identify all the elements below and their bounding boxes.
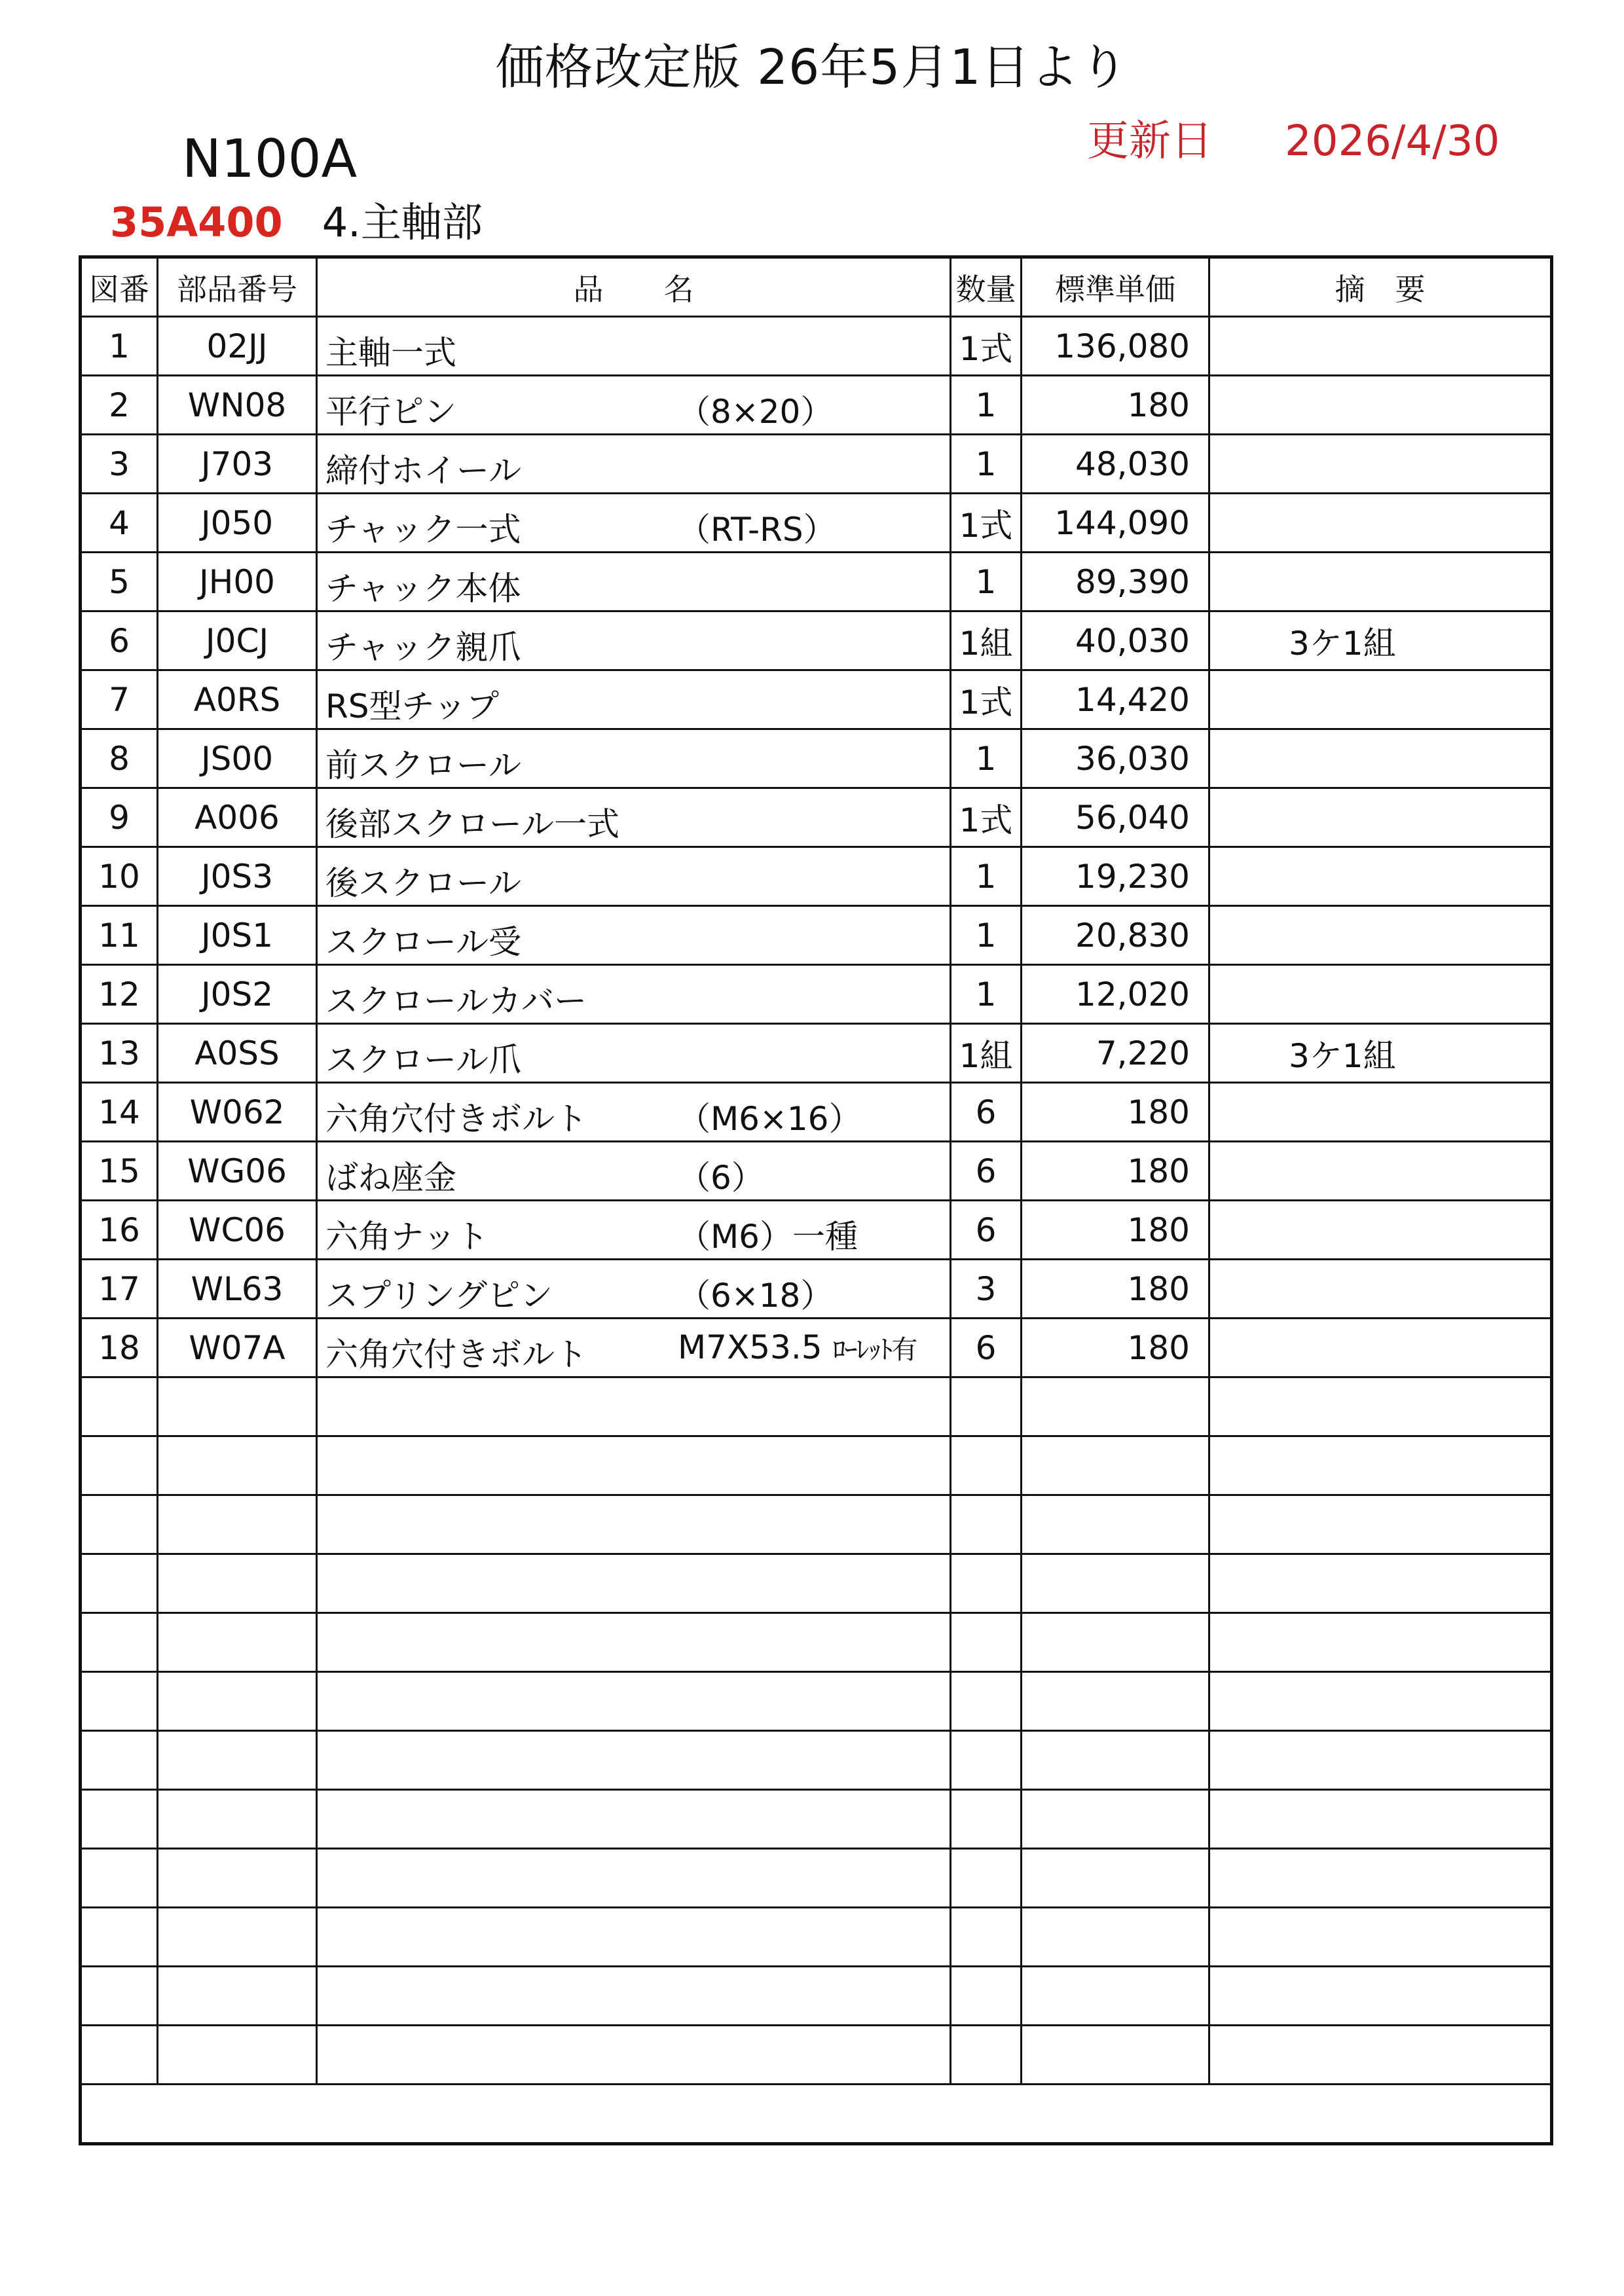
cell-qty: 6: [951, 1201, 1022, 1260]
cell-remarks: [1209, 1377, 1552, 1436]
part-name: 前スクロール: [325, 746, 521, 784]
cell-part-no: W07A: [158, 1319, 317, 1377]
cell-price: 14,420: [1022, 670, 1209, 729]
cell-name: [317, 553, 951, 611]
cell-remarks: [1209, 1201, 1552, 1260]
updated-label: 更新日: [1087, 117, 1213, 166]
name-wrap: [318, 789, 950, 846]
cell-no: [81, 1967, 158, 2026]
cell-qty: 1: [951, 553, 1022, 611]
table-row: [81, 1201, 1552, 1260]
empty-table-row: [81, 1849, 1552, 1908]
cell-remarks: [1209, 670, 1552, 729]
name-wrap: [318, 318, 950, 374]
cell-price: 19,230: [1022, 847, 1209, 906]
cell-price: [1022, 1672, 1209, 1731]
cell-name: [317, 2026, 951, 2085]
part-spec-main: （6）: [678, 1159, 764, 1197]
name-wrap: [318, 612, 950, 669]
cell-remarks: [1209, 1849, 1552, 1908]
table-body: [81, 317, 1552, 2144]
cell-qty: [951, 1908, 1022, 1967]
part-spec: [678, 386, 833, 433]
cell-no: 17: [81, 1260, 158, 1319]
updated-date: 2026/4/30: [1285, 117, 1500, 166]
cell-price: [1022, 1495, 1209, 1554]
cell-qty: [951, 1495, 1022, 1554]
cell-price: [1022, 1731, 1209, 1790]
cell-part-no: [158, 1731, 317, 1790]
model-name: N100A: [182, 128, 358, 189]
cell-price: [1022, 1436, 1209, 1495]
cell-qty: 1: [951, 435, 1022, 494]
cell-part-no: JH00: [158, 553, 317, 611]
cell-price: 180: [1022, 1260, 1209, 1319]
cell-qty: [951, 1967, 1022, 2026]
cell-remarks: [1209, 1613, 1552, 1672]
cell-part-no: [158, 1790, 317, 1849]
part-name: スクロール受: [325, 923, 521, 961]
cell-qty: [951, 1672, 1022, 1731]
cell-name: [317, 1319, 951, 1377]
name-wrap: [318, 1084, 950, 1140]
cell-price: [1022, 1613, 1209, 1672]
cell-part-no: WC06: [158, 1201, 317, 1260]
cell-no: 15: [81, 1142, 158, 1201]
cell-qty: 1: [951, 376, 1022, 435]
part-name: チャック一式: [325, 511, 521, 549]
part-name: 後部スクロール一式: [325, 805, 619, 843]
cell-part-no: J0S1: [158, 906, 317, 965]
table-row: [81, 1260, 1552, 1319]
cell-no: 16: [81, 1201, 158, 1260]
cell-no: 1: [81, 317, 158, 376]
cell-no: 2: [81, 376, 158, 435]
cell-name: [317, 1613, 951, 1672]
cell-no: 13: [81, 1024, 158, 1083]
cell-part-no: [158, 1967, 317, 2026]
cell-part-no: J703: [158, 435, 317, 494]
cell-remarks: 3ケ1組: [1209, 611, 1552, 670]
cell-part-no: 02JJ: [158, 317, 317, 376]
cell-name: [317, 611, 951, 670]
header-price: 標準単価: [1022, 257, 1209, 317]
cell-name: [317, 1967, 951, 2026]
cell-price: 180: [1022, 1083, 1209, 1142]
cell-remarks: [1209, 729, 1552, 788]
cell-remarks: [1209, 1790, 1552, 1849]
cell-remarks: [1209, 1260, 1552, 1319]
name-wrap: [318, 671, 950, 728]
cell-no: [81, 1377, 158, 1436]
part-spec-main: M7X53.5: [678, 1328, 833, 1366]
page-title: 価格改定版 26年5月1日より: [495, 39, 1129, 96]
cell-remarks: [1209, 1436, 1552, 1495]
cell-name: [317, 1201, 951, 1260]
cell-no: [81, 1495, 158, 1554]
cell-name: [317, 1672, 951, 1731]
cell-qty: [951, 1731, 1022, 1790]
cell-part-no: A0RS: [158, 670, 317, 729]
empty-table-row: [81, 1613, 1552, 1672]
table-row: [81, 376, 1552, 435]
cell-price: [1022, 1849, 1209, 1908]
cell-qty: 3: [951, 1260, 1022, 1319]
cell-no: 8: [81, 729, 158, 788]
empty-table-row: [81, 1967, 1552, 2026]
cell-no: 4: [81, 494, 158, 553]
part-name: 主軸一式: [325, 334, 456, 372]
part-spec-main: （M6）一種: [678, 1218, 858, 1256]
cell-price: 180: [1022, 1201, 1209, 1260]
cell-qty: 1: [951, 965, 1022, 1024]
cell-no: [81, 2026, 158, 2085]
part-name: 後スクロール: [325, 864, 521, 902]
header-no: 図番: [81, 257, 158, 317]
header-remarks: 摘 要: [1209, 257, 1552, 317]
part-name: スクロール爪: [325, 1041, 521, 1079]
cell-remarks: [1209, 494, 1552, 553]
table-row: [81, 965, 1552, 1024]
part-name: 六角穴付きボルト: [325, 1100, 587, 1138]
cell-remarks: [1209, 906, 1552, 965]
part-spec: [678, 1328, 916, 1366]
empty-table-row: [81, 1731, 1552, 1790]
cell-part-no: WG06: [158, 1142, 317, 1201]
cell-qty: 1組: [951, 1024, 1022, 1083]
cell-qty: 1: [951, 906, 1022, 965]
cell-no: 11: [81, 906, 158, 965]
cell-remarks: [1209, 1495, 1552, 1554]
cell-remarks: [1209, 2026, 1552, 2085]
table-row: [81, 611, 1552, 670]
name-wrap: [318, 730, 950, 787]
footer-row: [81, 2085, 1552, 2144]
cell-price: 36,030: [1022, 729, 1209, 788]
cell-no: 12: [81, 965, 158, 1024]
name-wrap: [318, 848, 950, 905]
empty-table-row: [81, 1908, 1552, 1967]
cell-remarks: [1209, 1672, 1552, 1731]
cell-price: 180: [1022, 1142, 1209, 1201]
name-wrap: [318, 1201, 950, 1258]
cell-price: [1022, 2026, 1209, 2085]
cell-price: 40,030: [1022, 611, 1209, 670]
cell-remarks: [1209, 965, 1552, 1024]
cell-qty: [951, 1849, 1022, 1908]
cell-no: [81, 1731, 158, 1790]
cell-name: [317, 376, 951, 435]
table-row: [81, 1319, 1552, 1377]
cell-remarks: [1209, 553, 1552, 611]
cell-part-no: WN08: [158, 376, 317, 435]
header-qty: 数量: [951, 257, 1022, 317]
cell-price: [1022, 1967, 1209, 2026]
cell-remarks: [1209, 1083, 1552, 1142]
updated-info: [1087, 109, 1500, 174]
name-wrap: [318, 376, 950, 433]
cell-no: 9: [81, 788, 158, 847]
cell-name: [317, 1790, 951, 1849]
table-row: [81, 1083, 1552, 1142]
cell-part-no: [158, 1908, 317, 1967]
cell-remarks: [1209, 1731, 1552, 1790]
part-name: スプリングピン: [325, 1277, 553, 1315]
table-row: [81, 1142, 1552, 1201]
cell-no: [81, 1849, 158, 1908]
cell-part-no: A006: [158, 788, 317, 847]
cell-price: [1022, 1790, 1209, 1849]
cell-part-no: [158, 1613, 317, 1672]
cell-name: [317, 1731, 951, 1790]
cell-price: 180: [1022, 1319, 1209, 1377]
cell-price: [1022, 1377, 1209, 1436]
part-name: チャック親爪: [325, 629, 521, 666]
empty-table-row: [81, 1672, 1552, 1731]
table-row: [81, 729, 1552, 788]
part-spec-main: （M6×16）: [678, 1100, 862, 1138]
part-spec: [678, 1269, 833, 1317]
cell-name: [317, 1908, 951, 1967]
cell-remarks: [1209, 847, 1552, 906]
part-name: ばね座金: [325, 1159, 456, 1197]
part-name: 締付ホイール: [325, 452, 521, 490]
table-row: [81, 906, 1552, 965]
cell-name: [317, 1142, 951, 1201]
part-spec: [678, 1093, 861, 1140]
cell-qty: 6: [951, 1319, 1022, 1377]
section-heading: [110, 190, 483, 255]
cell-no: 6: [81, 611, 158, 670]
part-spec-note: ﾛｰﾚｯﾄ有: [832, 1335, 917, 1365]
name-wrap: [318, 553, 950, 610]
cell-price: 56,040: [1022, 788, 1209, 847]
cell-price: [1022, 1554, 1209, 1613]
cell-name: [317, 729, 951, 788]
cell-no: 18: [81, 1319, 158, 1377]
cell-price: 12,020: [1022, 965, 1209, 1024]
cell-name: [317, 1377, 951, 1436]
cell-remarks: [1209, 1908, 1552, 1967]
empty-table-row: [81, 1554, 1552, 1613]
part-spec-main: （8×20）: [678, 393, 834, 431]
cell-price: 180: [1022, 376, 1209, 435]
cell-part-no: [158, 1554, 317, 1613]
cell-qty: 1: [951, 847, 1022, 906]
cell-price: 89,390: [1022, 553, 1209, 611]
cell-part-no: [158, 1849, 317, 1908]
cell-qty: 1式: [951, 670, 1022, 729]
table-row: [81, 670, 1552, 729]
cell-no: 7: [81, 670, 158, 729]
part-name: 六角ナット: [325, 1218, 489, 1256]
empty-table-row: [81, 1377, 1552, 1436]
cell-no: 5: [81, 553, 158, 611]
cell-part-no: [158, 1495, 317, 1554]
cell-price: 144,090: [1022, 494, 1209, 553]
name-wrap: [318, 494, 950, 551]
cell-part-no: JS00: [158, 729, 317, 788]
cell-part-no: A0SS: [158, 1024, 317, 1083]
part-spec-main: （6×18）: [678, 1277, 834, 1315]
cell-name: [317, 435, 951, 494]
part-name: 平行ピン: [325, 393, 456, 431]
table-row: [81, 435, 1552, 494]
cell-part-no: J0S3: [158, 847, 317, 906]
cell-name: [317, 847, 951, 906]
part-spec: [678, 1211, 858, 1258]
cell-name: [317, 1083, 951, 1142]
table-row: [81, 494, 1552, 553]
header-part-no: 部品番号: [158, 257, 317, 317]
cell-remarks: [1209, 1967, 1552, 2026]
cell-part-no: J050: [158, 494, 317, 553]
name-wrap: [318, 966, 950, 1023]
cell-qty: [951, 1613, 1022, 1672]
footer-cell: [81, 2085, 1552, 2144]
cell-part-no: [158, 1672, 317, 1731]
name-wrap: [318, 435, 950, 492]
table-row: [81, 1024, 1552, 1083]
name-wrap: [318, 1260, 950, 1317]
cell-no: [81, 1790, 158, 1849]
cell-price: 20,830: [1022, 906, 1209, 965]
cell-no: [81, 1908, 158, 1967]
empty-table-row: [81, 2026, 1552, 2085]
empty-table-row: [81, 1436, 1552, 1495]
table-row: [81, 847, 1552, 906]
part-spec: [678, 1152, 764, 1199]
cell-name: [317, 1436, 951, 1495]
cell-no: 14: [81, 1083, 158, 1142]
header-name: 品 名: [317, 257, 951, 317]
cell-part-no: J0CJ: [158, 611, 317, 670]
part-name: 六角穴付きボルト: [325, 1336, 587, 1374]
cell-part-no: [158, 1436, 317, 1495]
name-wrap: [318, 1142, 950, 1199]
cell-name: [317, 1260, 951, 1319]
table-header-row: [81, 257, 1552, 317]
cell-qty: 6: [951, 1083, 1022, 1142]
cell-qty: [951, 1377, 1022, 1436]
name-wrap: [318, 1025, 950, 1082]
cell-no: [81, 1554, 158, 1613]
cell-part-no: W062: [158, 1083, 317, 1142]
cell-no: 10: [81, 847, 158, 906]
cell-price: 48,030: [1022, 435, 1209, 494]
part-spec-main: （RT-RS）: [678, 511, 836, 549]
cell-name: [317, 317, 951, 376]
cell-name: [317, 788, 951, 847]
cell-name: [317, 494, 951, 553]
cell-qty: 1組: [951, 611, 1022, 670]
cell-part-no: [158, 2026, 317, 2085]
cell-name: [317, 1495, 951, 1554]
cell-part-no: WL63: [158, 1260, 317, 1319]
table-row: [81, 788, 1552, 847]
cell-remarks: [1209, 1554, 1552, 1613]
section-name: 4.主軸部: [322, 198, 483, 246]
cell-no: [81, 1436, 158, 1495]
part-spec: [678, 503, 836, 551]
cell-part-no: J0S2: [158, 965, 317, 1024]
cell-qty: 1式: [951, 494, 1022, 553]
cell-qty: [951, 1790, 1022, 1849]
cell-no: [81, 1672, 158, 1731]
table-row: [81, 317, 1552, 376]
cell-remarks: [1209, 376, 1552, 435]
empty-table-row: [81, 1495, 1552, 1554]
cell-price: 136,080: [1022, 317, 1209, 376]
cell-qty: 6: [951, 1142, 1022, 1201]
cell-qty: 1式: [951, 317, 1022, 376]
cell-remarks: [1209, 435, 1552, 494]
cell-price: [1022, 1908, 1209, 1967]
cell-name: [317, 906, 951, 965]
part-name: チャック本体: [325, 570, 521, 608]
empty-table-row: [81, 1790, 1552, 1849]
section-code: 35A400: [110, 198, 283, 246]
cell-qty: 1: [951, 729, 1022, 788]
cell-part-no: [158, 1377, 317, 1436]
cell-name: [317, 1024, 951, 1083]
parts-table: [79, 255, 1553, 2145]
cell-price: 7,220: [1022, 1024, 1209, 1083]
name-wrap: [318, 1319, 950, 1376]
cell-name: [317, 1554, 951, 1613]
cell-qty: [951, 1554, 1022, 1613]
part-name: スクロールカバー: [325, 982, 587, 1020]
cell-name: [317, 965, 951, 1024]
cell-remarks: [1209, 788, 1552, 847]
cell-no: [81, 1613, 158, 1672]
table-row: [81, 553, 1552, 611]
cell-qty: 1式: [951, 788, 1022, 847]
cell-remarks: [1209, 1142, 1552, 1201]
cell-name: [317, 670, 951, 729]
cell-remarks: [1209, 317, 1552, 376]
part-name: RS型チップ: [325, 687, 499, 725]
cell-remarks: [1209, 1319, 1552, 1377]
cell-name: [317, 1849, 951, 1908]
cell-qty: [951, 1436, 1022, 1495]
cell-remarks: 3ケ1組: [1209, 1024, 1552, 1083]
cell-no: 3: [81, 435, 158, 494]
cell-qty: [951, 2026, 1022, 2085]
name-wrap: [318, 907, 950, 964]
